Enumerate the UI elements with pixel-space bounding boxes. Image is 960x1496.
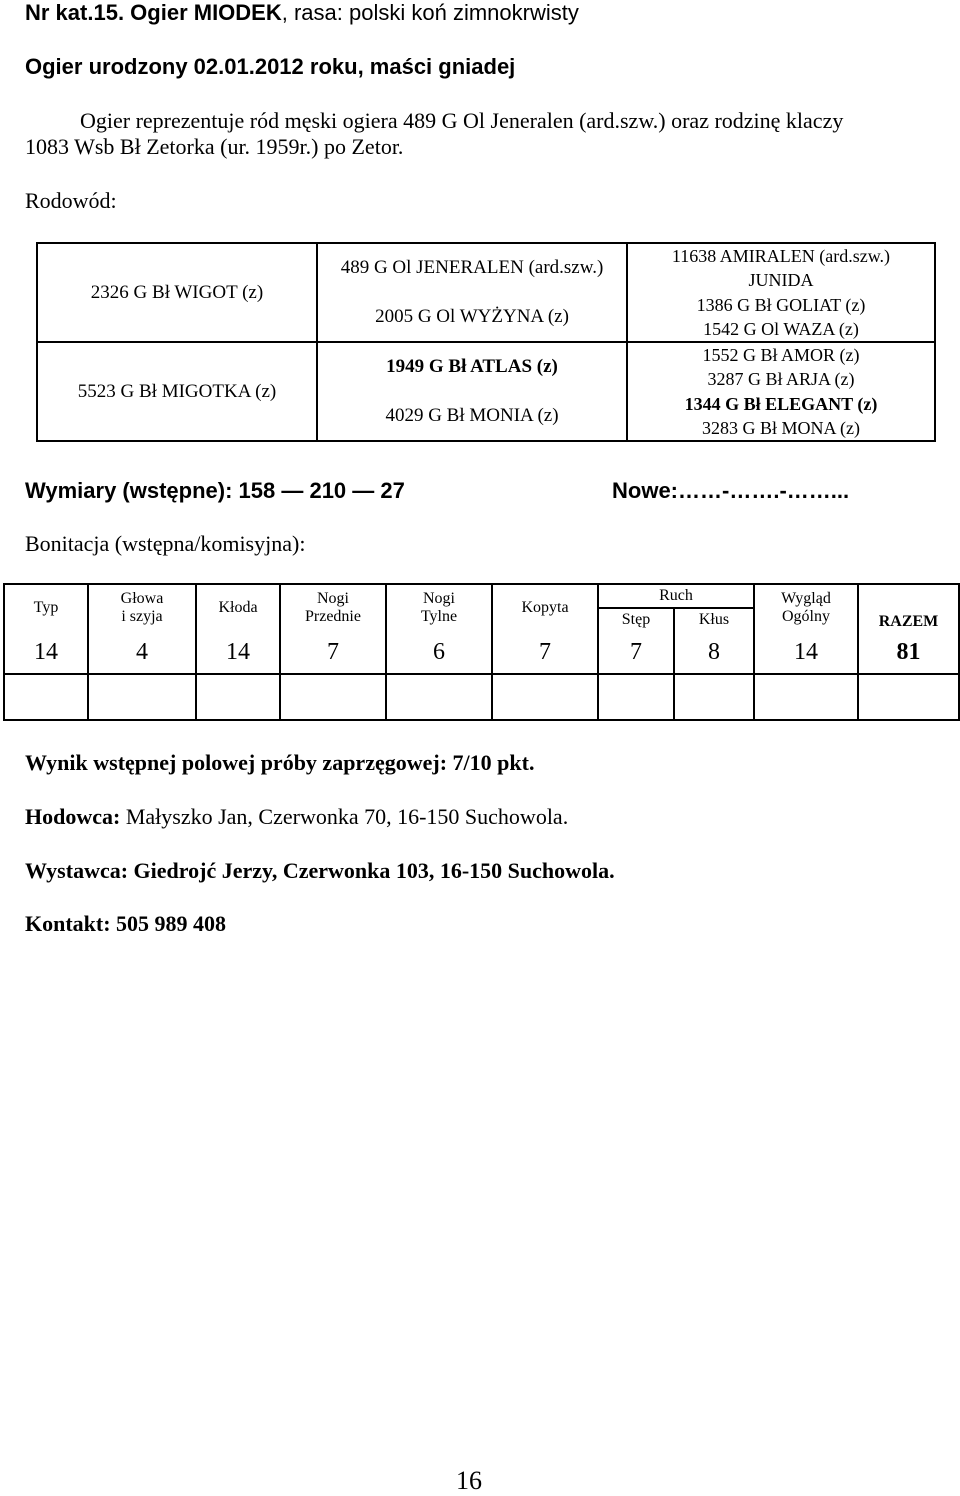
empty-cell [196, 674, 280, 720]
empty-cell [4, 674, 88, 720]
pedigree-great-grandparent: 1542 G Ol WAZA (z) [628, 317, 934, 343]
header-wyglad [754, 584, 858, 631]
pedigree-great-grandparent: 1552 G Bł AMOR (z) [702, 345, 860, 366]
header-nogi-przednie [280, 584, 386, 631]
value-kloda: 14 [196, 631, 280, 674]
catalog-title-breed: , rasa: polski koń zimnokrwisty [281, 0, 579, 25]
pedigree-label: Rodowód: [25, 188, 117, 213]
value-kopyta: 7 [492, 631, 598, 674]
value-razem: 81 [858, 631, 959, 674]
empty-cell [858, 674, 959, 720]
rating-table [3, 583, 960, 721]
pedigree-parents [38, 244, 318, 440]
header-glowa [88, 584, 196, 631]
pedigree-great-grandparent: JUNIDA [748, 270, 814, 291]
pedigree-grandparents [318, 244, 628, 440]
birth-info: Ogier urodzony 02.01.2012 roku, maści gniadej [25, 54, 516, 79]
catalog-title-main: Nr kat.15. Ogier MIODEK [25, 0, 282, 25]
pedigree-grandparent: 4029 G Bł MONIA (z) [385, 404, 559, 426]
empty-cell [386, 674, 492, 720]
header-step: Stęp [598, 608, 674, 631]
value-nogi-przednie: 7 [280, 631, 386, 674]
header-typ: Typ [4, 584, 88, 631]
pedigree-sire: 2326 G Bł WIGOT (z) [38, 244, 316, 343]
header-kopyta: Kopyta [492, 584, 598, 631]
value-nogi-tylne: 6 [386, 631, 492, 674]
empty-cell [280, 674, 386, 720]
empty-cell [674, 674, 754, 720]
empty-cell [754, 674, 858, 720]
pedigree-great-grandparent: 3287 G Bł ARJA (z) [707, 369, 855, 390]
pedigree-great-grandparents [628, 244, 934, 440]
empty-cell [598, 674, 674, 720]
header-glowa-line1: Głowa [120, 590, 164, 607]
lineage-line-2: 1083 Wsb Bł Zetorka (ur. 1959r.) po Zetor. [25, 134, 404, 159]
header-nogi-tylne [386, 584, 492, 631]
pedigree-grandparent: 1949 G Bł ATLAS (z) [386, 356, 558, 378]
breeder-value: Małyszko Jan, Czerwonka 70, 16-150 Suchowola. [120, 804, 569, 829]
header-nogi-przednie-line1: Nogi [317, 590, 349, 607]
header-nogi-przednie-line2: Przednie [305, 608, 361, 625]
exhibitor: Wystawca: Giedrojć Jerzy, Czerwonka 103, 16-150 Suchowola. [25, 858, 615, 883]
catalog-title [25, 0, 579, 26]
header-klus: Kłus [674, 608, 754, 631]
pedigree-table [36, 242, 936, 442]
value-wyglad: 14 [754, 631, 858, 674]
header-kloda: Kłoda [196, 584, 280, 631]
header-glowa-line2: i szyja [121, 608, 163, 625]
lineage-line-1: Ogier reprezentuje ród męski ogiera 489 G Ol Jeneralen (ard.szw.) oraz rodzinę klaczy [80, 108, 844, 133]
header-ruch: Ruch [598, 584, 754, 608]
header-nogi-tylne-line1: Nogi [423, 590, 455, 607]
pedigree-great-grandparent: 11638 AMIRALEN (ard.szw.) [671, 246, 891, 267]
pedigree-great-grandparent: 1386 G Bł GOLIAT (z) [696, 294, 866, 315]
header-wyglad-line1: Wygląd [781, 590, 831, 607]
header-nogi-tylne-line2: Tylne [420, 608, 458, 625]
value-klus: 8 [674, 631, 754, 674]
breeder [25, 804, 568, 830]
pedigree-grandparent: 489 G Ol JENERALEN (ard.szw.) [340, 257, 604, 279]
measurements: Wymiary (wstępne): 158 — 210 — 27 [25, 478, 405, 503]
header-razem: RAZEM [858, 584, 959, 631]
pedigree-great-grandparent: 1344 G Bł ELEGANT (z) [684, 393, 878, 414]
value-typ: 14 [4, 631, 88, 674]
breeder-label: Hodowca: [25, 804, 121, 829]
value-glowa: 4 [88, 631, 196, 674]
value-step: 7 [598, 631, 674, 674]
contact: Kontakt: 505 989 408 [25, 911, 227, 936]
pedigree-grandparent: 2005 G Ol WYŻYNA (z) [318, 293, 626, 344]
empty-cell [492, 674, 598, 720]
measurements-new: Nowe:……-…….-……... [612, 478, 850, 503]
empty-cell [88, 674, 196, 720]
pedigree-great-grandparent: 3283 G Bł MONA (z) [702, 417, 860, 438]
rating-label: Bonitacja (wstępna/komisyjna): [25, 531, 306, 556]
trial-result: Wynik wstępnej polowej próby zaprzęgowej: 7/10 pkt. [25, 750, 535, 775]
page-number: 16 [456, 1466, 482, 1495]
header-wyglad-line2: Ogólny [782, 608, 830, 625]
pedigree-dam: 5523 G Bł MIGOTKA (z) [77, 380, 277, 402]
